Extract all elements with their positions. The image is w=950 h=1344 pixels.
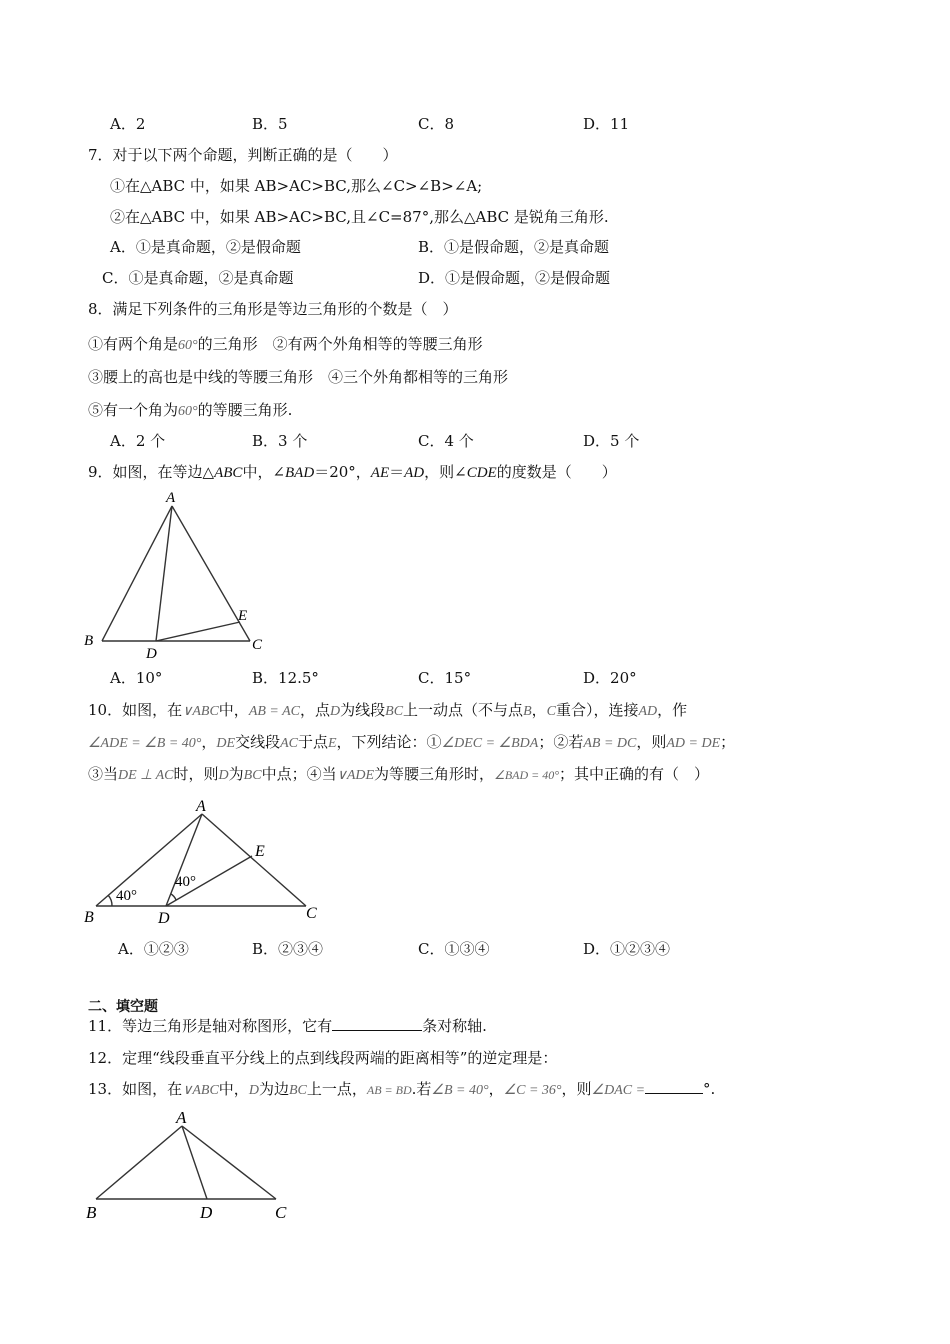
q8-option-b: B．3 个 — [252, 432, 308, 450]
q13-stem: 13．如图，在∨ABC中，D为边BC上一点，AB = BD.若∠B = 40°，∠C = 36°，则∠DAC = °. — [88, 1080, 716, 1098]
section-2-title: 二、填空题 — [88, 999, 158, 1015]
q10-option-c: C．①③④ — [418, 940, 490, 958]
q13-figure — [80, 1106, 300, 1226]
q9-option-a: A．10° — [110, 669, 163, 687]
q9-label-e: E — [238, 608, 248, 624]
q10-option-b: B．②③④ — [252, 940, 324, 958]
q10-option-a: A．①②③ — [118, 940, 189, 958]
q13-edge-ab — [96, 1126, 182, 1199]
q7-option-d: D．①是假命题，②是假命题 — [418, 269, 611, 287]
q9-option-c: C．15° — [418, 669, 472, 687]
q13-label-c: C — [275, 1203, 287, 1222]
q9-segment-de — [156, 622, 240, 641]
q8-option-d: D．5 个 — [583, 432, 640, 450]
q7-proposition-2: ②在△ABC 中，如果 AB>AC>BC,且∠C=87°,那么△ABC 是锐角三角形. — [110, 208, 609, 226]
q13-edge-ac — [182, 1126, 276, 1199]
q9-label-c: C — [252, 637, 263, 653]
q13-label-b: B — [86, 1203, 97, 1222]
q13-answer-blank[interactable] — [645, 1079, 703, 1094]
q12-stem: 12．定理“线段垂直平分线上的点到线段两端的距离相等”的逆定理是： — [88, 1049, 558, 1067]
q10-figure — [80, 794, 340, 930]
q8-stem: 8．满足下列条件的三角形是等边三角形的个数是（ ） — [88, 300, 458, 318]
q10-edge-ab — [96, 814, 202, 906]
q10-label-b: B — [84, 909, 94, 926]
q9-label-a: A — [166, 490, 176, 506]
q10-angle-arc-b — [108, 895, 112, 906]
q11-stem: 11．等边三角形是轴对称图形，它有 条对称轴. — [88, 1017, 487, 1035]
q8-condition-1-2: ①有两个角是60°的三角形 ②有两个外角相等的等腰三角形 — [88, 335, 483, 353]
q10-label-d: D — [158, 910, 170, 927]
q10-angle-d-label: 40° — [175, 874, 196, 890]
q9-edge-ab — [102, 506, 172, 641]
q8-option-c: C．4 个 — [418, 432, 474, 450]
q7-stem: 7．对于以下两个命题，判断正确的是（ ） — [88, 146, 398, 164]
q10-angle-b-label: 40° — [116, 888, 137, 904]
q10-option-d: D．①②③④ — [583, 940, 671, 958]
q9-label-b: B — [84, 633, 94, 649]
q9-option-d: D．20° — [583, 669, 637, 687]
q8-option-a: A．2 个 — [110, 432, 166, 450]
q10-stem-line-3: ③当DE ⊥ AC时，则D为BC中点；④当∨ADE为等腰三角形时，∠BAD = 40°；其中正确的有（ ） — [88, 765, 710, 783]
q6-option-c: C．8 — [418, 115, 455, 133]
q6-option-a: A．2 — [110, 115, 146, 133]
q6-option-d: D．11 — [583, 115, 630, 133]
q7-option-a: A．①是真命题，②是假命题 — [110, 238, 301, 256]
q10-stem-line-1: 10．如图，在∨ABC中，AB = AC，点D为线段BC上一动点（不与点B，C重合），连接AD，作 — [88, 701, 688, 719]
q13-segment-ad — [182, 1126, 207, 1199]
q7-option-b: B．①是假命题，②是真命题 — [418, 238, 610, 256]
q9-label-d: D — [146, 646, 157, 662]
q10-label-e: E — [255, 843, 265, 860]
q9-segment-ad — [156, 506, 172, 641]
q7-proposition-1: ①在△ABC 中，如果 AB>AC>BC,那么∠C>∠B>∠A; — [110, 177, 483, 195]
q9-option-b: B．12.5° — [252, 669, 319, 687]
q7-option-c: C．①是真命题，②是真命题 — [102, 269, 294, 287]
q11-answer-blank[interactable] — [332, 1016, 422, 1031]
q8-condition-3-4: ③腰上的高也是中线的等腰三角形 ④三个外角都相等的三角形 — [88, 368, 509, 386]
q10-stem-line-2: ∠ADE = ∠B = 40°，DE交线段AC于点E，下列结论：①∠DEC = ∠BDA；②若AB = DC，则AD = DE； — [88, 733, 736, 751]
q13-label-a: A — [176, 1108, 187, 1127]
q8-condition-5: ⑤有一个角为60°的等腰三角形. — [88, 401, 293, 419]
q9-stem: 9．如图，在等边△ABC中，∠BAD＝20°，AE＝AD，则∠CDE的度数是（ ） — [88, 463, 617, 481]
q10-label-a: A — [196, 798, 206, 815]
q10-edge-ac — [202, 814, 306, 906]
q6-option-b: B．5 — [252, 115, 288, 133]
q10-label-c: C — [306, 905, 317, 922]
q10-segment-ad — [166, 814, 202, 906]
q10-angle-arc-d — [171, 894, 176, 900]
q9-figure — [80, 488, 280, 664]
q13-label-d: D — [200, 1203, 213, 1222]
